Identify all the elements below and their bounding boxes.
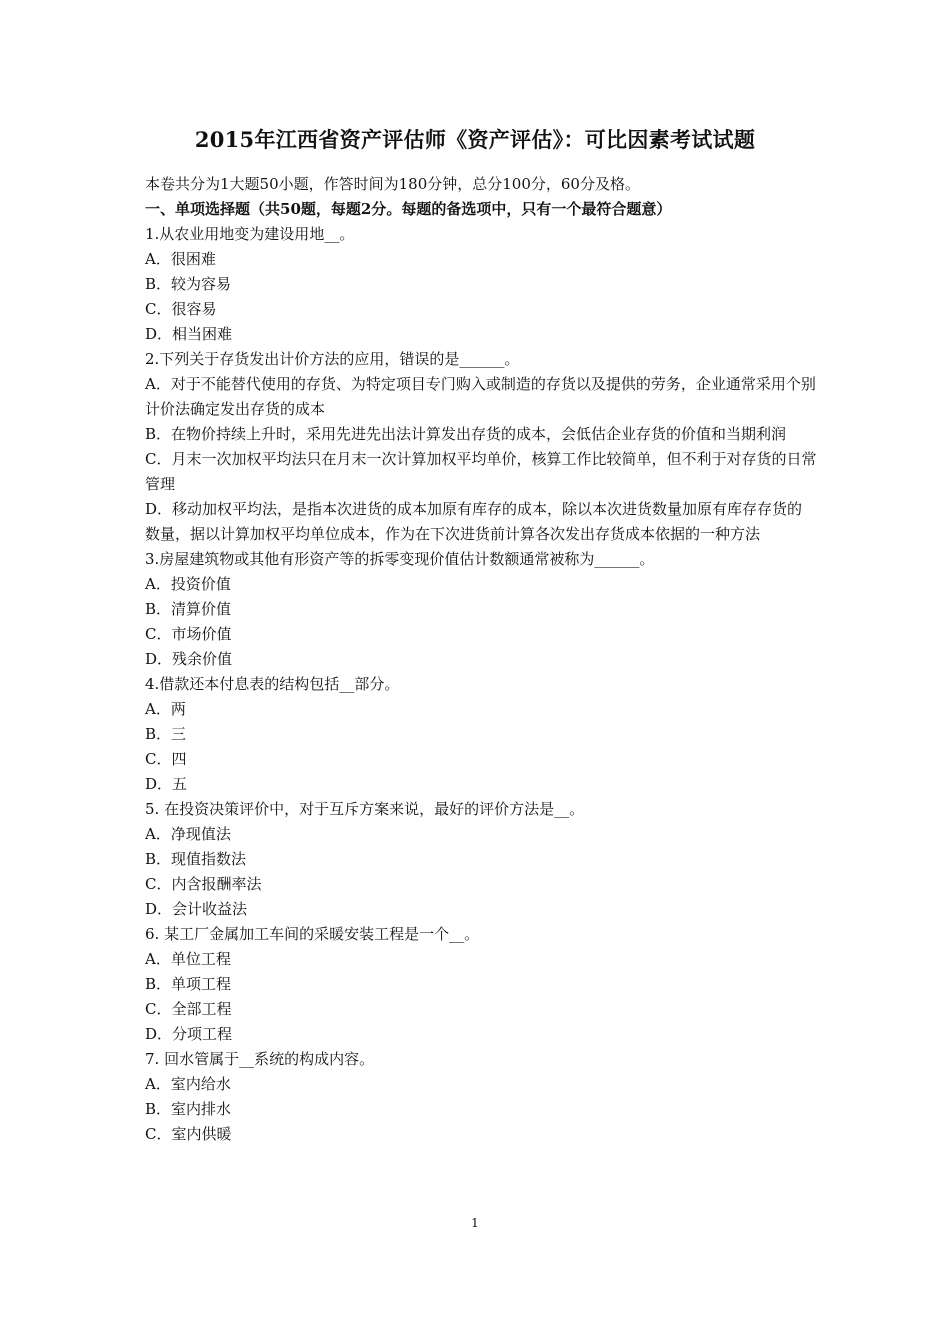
option: C．室内供暖: [145, 1125, 232, 1143]
option: A．很困难: [145, 250, 216, 268]
option: D．会计收益法: [145, 900, 248, 918]
question-2: [145, 347, 817, 547]
document-body: [145, 172, 817, 1147]
option: A．室内给水: [145, 1075, 231, 1093]
option: A．净现值法: [145, 825, 231, 843]
question-text: 7. 回水管属于__系统的构成内容。: [145, 1050, 375, 1068]
option: B．三: [145, 725, 187, 743]
option: C．四: [145, 750, 187, 768]
question-text: 4.借款还本付息表的结构包括__部分。: [145, 675, 400, 693]
option: D．五: [145, 775, 188, 793]
option: A．两: [145, 700, 186, 718]
question-text: 5. 在投资决策评价中，对于互斥方案来说，最好的评价方法是__。: [145, 800, 585, 818]
option: D．分项工程: [145, 1025, 233, 1043]
question-3: [145, 547, 817, 672]
option: B．在物价持续上升时，采用先进先出法计算发出存货的成本，会低估企业存货的价值和当期利润: [145, 425, 787, 443]
option: D．移动加权平均法，是指本次进货的成本加原有库存的成本，除以本次进货数量加原有库存存货的数量，据以计算加权平均单位成本，作为在下次进货前计算各次发出存货成本依据的一种方法: [145, 500, 803, 543]
option: B．清算价值: [145, 600, 232, 618]
option: D．残余价值: [145, 650, 233, 668]
option: C．内含报酬率法: [145, 875, 262, 893]
section-heading: 一、单项选择题（共50题，每题2分。每题的备选项中，只有一个最符合题意）: [145, 200, 672, 218]
option: C．月末一次加权平均法只在月末一次计算加权平均单价，核算工作比较简单，但不利于对存货的日常管理: [145, 450, 817, 493]
exam-intro: 本卷共分为1大题50小题，作答时间为180分钟，总分100分，60分及格。: [145, 175, 640, 193]
option: A．单位工程: [145, 950, 231, 968]
option: D．相当困难: [145, 325, 233, 343]
option: C．市场价值: [145, 625, 232, 643]
option: C．全部工程: [145, 1000, 232, 1018]
option: C．很容易: [145, 300, 217, 318]
question-4: [145, 672, 817, 797]
option: B．现值指数法: [145, 850, 247, 868]
option: A．对于不能替代使用的存货、为特定项目专门购入或制造的存货以及提供的劳务，企业通常采用个别计价法确定发出存货的成本: [145, 375, 816, 418]
question-text: 1.从农业用地变为建设用地__。: [145, 225, 355, 243]
question-5: [145, 797, 817, 922]
question-7: [145, 1047, 817, 1147]
question-text: 6. 某工厂金属加工车间的采暖安装工程是一个__。: [145, 925, 480, 943]
question-1: [145, 222, 817, 347]
question-text: 2.下列关于存货发出计价方法的应用，错误的是______。: [145, 350, 520, 368]
option: A．投资价值: [145, 575, 231, 593]
option: B．较为容易: [145, 275, 232, 293]
option: B．单项工程: [145, 975, 232, 993]
question-text: 3.房屋建筑物或其他有形资产等的拆零变现价值估计数额通常被称为______。: [145, 550, 655, 568]
page-number: 1: [471, 1216, 479, 1230]
document-title: 2015年江西省资产评估师《资产评估》：可比因素考试试题: [194, 127, 756, 152]
question-6: [145, 922, 817, 1047]
option: B．室内排水: [145, 1100, 232, 1118]
